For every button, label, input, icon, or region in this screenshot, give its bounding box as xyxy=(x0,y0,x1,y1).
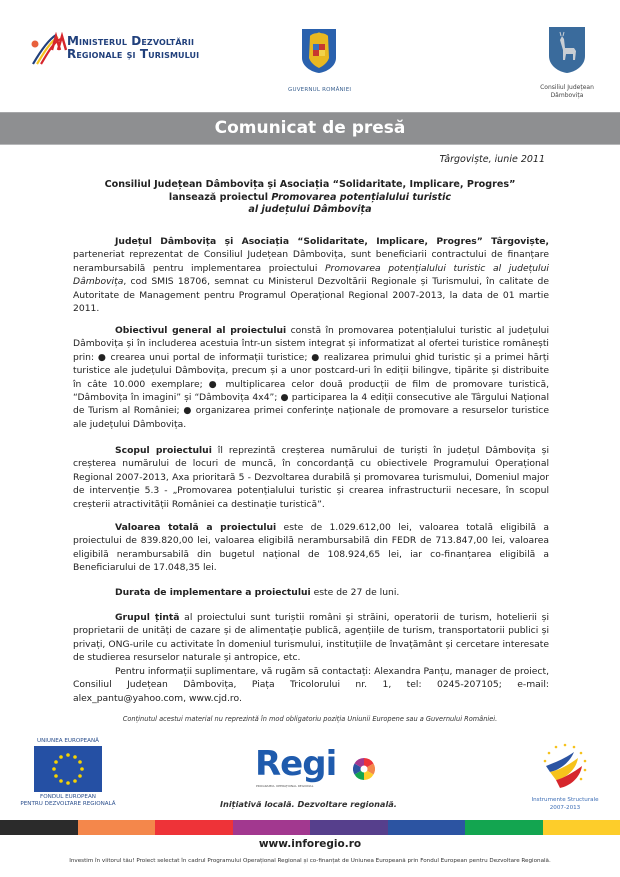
regio-logo xyxy=(255,744,375,792)
structural-instruments-label-line1: Instrumente Structurale xyxy=(531,797,599,803)
banner-title: Comunicat de presă xyxy=(214,118,406,138)
date-line: Târgoviște, iunie 2011 xyxy=(439,154,545,165)
structural-instruments-emblem-icon xyxy=(538,742,593,792)
structural-instruments-logo xyxy=(525,742,605,812)
eu-label-bottom-line1: FONDUL EUROPEAN xyxy=(40,794,96,800)
paragraph-contact xyxy=(73,665,549,705)
ministry-emblem-icon xyxy=(30,32,70,66)
paragraph-value-text: este de 1.029.612,00 lei, valoarea totală eligibilă a proiectului de 839.820,00 lei, valoarea eligibilă nerambursabilă din FEDR de 713.847,00 lei, valoarea eligibilă nerambursabilă din bugetul național de 108.924,65 lei, iar co-finanțarea eligibilă a Beneficiarului de 17.048,35 lei. xyxy=(73,522,549,574)
paragraph-objective xyxy=(73,324,549,431)
government-label: GUVERNUL ROMÂNIEI xyxy=(288,87,352,93)
headline-line2-prefix: lansează proiectul xyxy=(168,191,272,203)
ministry-name-line1: Ministerul Dezvoltării xyxy=(67,34,195,48)
paragraph-partners-bold: Județul Dâmbovița și Asociația “Solidaritate, Implicare, Progres” Târgoviște, xyxy=(115,236,549,247)
paragraph-scope xyxy=(73,444,549,511)
eu-flag-icon xyxy=(34,746,102,792)
color-strip-segment xyxy=(155,820,233,835)
eu-label-bottom-line2: PENTRU DEZVOLTARE REGIONALĂ xyxy=(20,801,116,807)
dambovita-deer-shield-icon xyxy=(548,26,586,74)
headline-line1: Consiliul Județean Dâmbovița și Asociația “Solidaritate, Implicare, Progres” xyxy=(104,179,516,190)
ministry-name-line2: Regionale și Turismului xyxy=(67,47,200,61)
paragraph-scope-text: îl reprezintă creșterea numărului de turiști în județul Dâmbovița și creșterea numărului de locuri de muncă, în concordanță cu obiectivele Programului Operațional Regional 2007-2013, Axa prioritară 5 - Dezvoltarea durabilă și promovarea turismului, Domeniul major de intervenție 5.3 - „Promovarea potențialului turistic și crearea infrastructurii necesare, în scopul creșterii atractivității României ca destinație turistică”. xyxy=(73,445,549,510)
headline-line2-italic: Promovarea potențialului turistic xyxy=(271,191,452,203)
color-strip-segment xyxy=(388,820,466,835)
disclaimer: Conținutul acestui material nu reprezintă în mod obligatoriu poziția Uniunii Europene sau a Guvernului României. xyxy=(122,715,498,723)
structural-instruments-label-line2: 2007-2013 xyxy=(549,805,581,811)
county-council-label-line1: Consiliul Județean xyxy=(540,84,594,91)
color-strip xyxy=(0,820,620,835)
color-strip-segment xyxy=(543,820,620,835)
regio-subtitle: PROGRAMUL OPERAȚIONAL REGIONAL xyxy=(256,784,314,788)
government-logo xyxy=(288,28,350,103)
headline xyxy=(60,179,560,217)
paragraph-target-group-text: al proiectului sunt turiștii români și străini, operatorii de turism, hotelierii și proprietarii de unități de cazare și de alimentație publică, agențiile de turism, transportatorii publici și privați, ONG-urile cu activitate în domeniul turismului, instituțiile de învațământ și cercetare interesate de studierea resurselor naturale și antropice, etc. xyxy=(73,612,549,664)
eu-logo xyxy=(18,738,118,808)
paragraph-duration xyxy=(73,586,549,599)
paragraph-target-group xyxy=(73,611,549,665)
paragraph-duration-text: este de 27 de luni. xyxy=(310,587,400,598)
funding-footnote: Investim în viitorul tău! Proiect selectat în cadrul Programului Operațional Regional și co-finanțat de Uniunea Europeană prin Fondul European pentru Dezvoltare Regională. xyxy=(69,858,551,864)
paragraph-target-group-bold: Grupul țintă xyxy=(115,612,180,623)
romania-coat-of-arms-icon xyxy=(301,28,337,74)
color-strip-segment xyxy=(310,820,388,835)
press-release-banner xyxy=(0,112,620,145)
color-strip-segment xyxy=(233,820,311,835)
paragraph-contact-text: Pentru informații suplimentare, vă rugăm să contactați: Alexandra Panțu, manager de proiect, Consiliul Județean Dâmbovița, Piața Tricolorului nr. 1, tel: 0245-207105; e-mail: alex_pantu@yahoo.com, www.cjd.ro. xyxy=(73,666,549,704)
paragraph-partners xyxy=(73,235,549,315)
regio-color-wheel-icon xyxy=(353,758,375,780)
paragraph-partners-project-name: Promovarea potențialului turistic al județului Dâmbovița xyxy=(73,262,549,288)
paragraph-objective-text: constă în promovarea potențialului turistic al județului Dâmbovița și în includerea acestuia într-un sistem integrat și informatizat al ofertei turistice românești prin: ● crearea unui portal de informații turistice; ● realizarea primului ghid turistic și a primei hărți turistice ale județului Dâmbovița, precum și a unor postcard-uri în ediții bilingve, tipărite și distribuite în câte 10.000 exemplare; ● multiplicarea celor două producții de film de promovare turistică, “Dâmbovița în imagini” și “Dâmbovița 4x4”; ● participarea la 4 ediții consecutive ale Târgului Național de Turism al României; ● organizarea primei conferințe naționale de promovare a resurselor turistice ale județului Dâmbovița. xyxy=(73,325,549,430)
regio-wordmark: Regi xyxy=(255,744,337,784)
paragraph-partners-text: parteneriat reprezentat de Consiliul Județean Dâmbovița, sunt beneficiarii contractului de finanțare nerambursabilă pentru implementarea proiectului xyxy=(73,249,549,274)
paragraph-scope-bold: Scopul proiectului xyxy=(115,445,212,456)
paragraph-value-bold: Valoarea totală a proiectului xyxy=(115,522,277,533)
color-strip-segment xyxy=(465,820,543,835)
eu-stars-icon xyxy=(34,746,102,792)
website-link[interactable]: www.inforegio.ro xyxy=(258,838,362,850)
color-strip-segment xyxy=(78,820,156,835)
paragraph-value xyxy=(73,521,549,575)
paragraph-objective-bold: Obiectivul general al proiectului xyxy=(115,325,287,336)
color-strip-segment xyxy=(0,820,78,835)
county-council-logo xyxy=(530,26,604,101)
paragraph-partners-text-end: , cod SMIS 18706, semnat cu Ministerul Dezvoltării Regionale și Turismului, în calitate de Autoritate de Management pentru Programul Operațional Regional 2007-2013, la data de 01 martie 2011. xyxy=(73,276,549,315)
county-council-label-line2: Dâmbovița xyxy=(550,92,584,99)
headline-line3-italic: al județului Dâmbovița xyxy=(248,204,372,215)
ministry-logo xyxy=(30,30,200,70)
eu-label-top: UNIUNEA EUROPEANĂ xyxy=(36,738,99,744)
paragraph-duration-bold: Durata de implementare a proiectului xyxy=(115,587,311,598)
regio-slogan: Inițiativă locală. Dezvoltare regională. xyxy=(220,799,397,809)
